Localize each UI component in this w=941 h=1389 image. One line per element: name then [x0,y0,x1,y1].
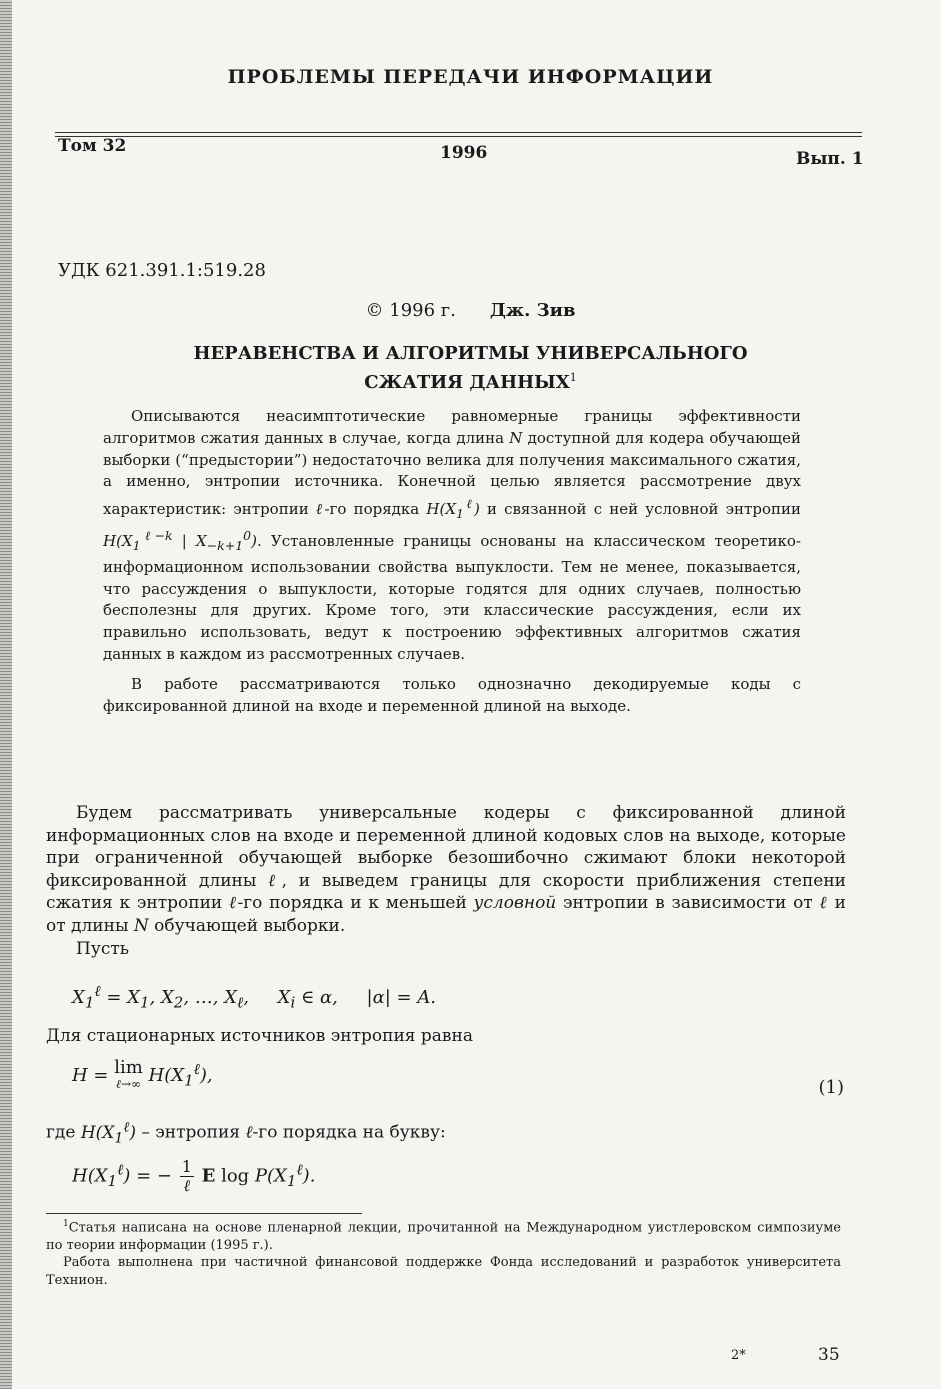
header-rule-top [55,132,862,133]
formula-conditional-entropy: $H(X_1^{\ell-k}$ | $X_{-k+1}^0$) [103,527,257,553]
footnotes [46,1216,841,1289]
abstract-paragraph-2: В работе рассматриваются только однозначно декодируемые коды с фиксированной длиной на входе и переменной длиной на выходе. [103,674,801,715]
stationary-line: Для стационарных источников энтропия равна [46,1026,473,1046]
year-label: 1996 [440,143,488,163]
equation-1: H = lim ℓ→∞ $H(X_1^\ell)$, [72,1057,213,1091]
abstract [103,406,801,717]
page-binding-edge [0,0,12,1389]
volume-label: Том 32 [58,136,127,156]
udk-code: УДК 621.391.1:519.28 [58,260,266,281]
copyright-year: © 1996 г. [365,300,456,321]
footnote-rule [46,1213,362,1214]
page-number: 35 [818,1345,840,1365]
signature-mark: 2* [731,1348,746,1363]
author-name: Дж. Зив [489,300,576,321]
byline [0,300,941,321]
title-line-2: СЖАТИЯ ДАННЫХ [364,372,570,393]
article-title [0,342,941,395]
body-paragraph-1: Будем рассматривать универсальные кодеры с фиксированной длиной информационных слов на входе и переменной длиной кодовых слов на выходе, которые при ограниченной обучающей выборке безошибочно сжимают блоки некоторой фиксированной длины ℓ, и выведем границы для скорости приближения степени сжатия к энтропии ℓ-го порядка и к меньшей условной энтропии в зависимости от ℓ и от длины N обучающей выборки. [46,803,846,936]
footnote-1: $^1$Статья написана на основе пленарной лекции, прочитанной на Международном уистлеровском симпозиуме по теории информации (1995 г.). [46,1219,841,1253]
body-text [46,802,846,960]
title-footnote-marker: 1 [569,371,577,384]
equation-1-number: (1) [818,1077,844,1098]
equation-sequence: $X_1^\ell = X_1$, $X_2$, …, $X_\ell$, $X_i$ ∈ α, |α| = A. [72,982,437,1012]
journal-name: ПРОБЛЕМЫ ПЕРЕДАЧИ ИНФОРМАЦИИ [227,66,714,88]
title-line-1: НЕРАВЕНСТВА И АЛГОРИТМЫ УНИВЕРСАЛЬНОГО [193,343,748,364]
abstract-paragraph-1: Описываются неасимптотические равномерные границы эффективности алгоритмов сжатия данных в случае, когда длина N доступной для кодера обучающей выборки (“предыстории”) недостаточно велика для получения максимального сжатия, а именно, энтропии источника. Конечной целью является рассмотрение двух характеристик: энтропии ℓ-го порядка $H(X_1^\ell)$ и связанной с ней условной энтропии $H(X_1^{\ell-k}$ | $X_{-k+1}^0$). Установленные границы основаны на классическом теоретико-информационном использовании свойства выпуклости. Тем не менее, показывается, что рассуждения о выпуклости, которые годятся для одних случаев, полностью бесполезны для других. Кроме того, эти классические рассуждения, если их правильно использовать, ведут к построению эффективных алгоритмов сжатия данных в каждом из рассмотренных случаев. [103,407,801,663]
footnote-2: Работа выполнена при частичной финансовой поддержке Фонда исследований и разработок университета Технион. [46,1255,841,1288]
formula-entropy: $H(X_1^\ell)$ [426,496,480,522]
pust-line: Пусть [76,938,130,959]
issue-label: Вып. 1 [796,149,864,169]
equation-entropy-definition: $H(X_1^\ell)$ = − $\frac{1}{\text{ℓ}}$ E $\log P(X_1^\ell)$. [72,1157,316,1195]
header-rule-bottom [55,136,862,137]
where-line: где $H(X_1^\ell)$ – энтропия ℓ-го порядка на букву: [46,1119,446,1147]
